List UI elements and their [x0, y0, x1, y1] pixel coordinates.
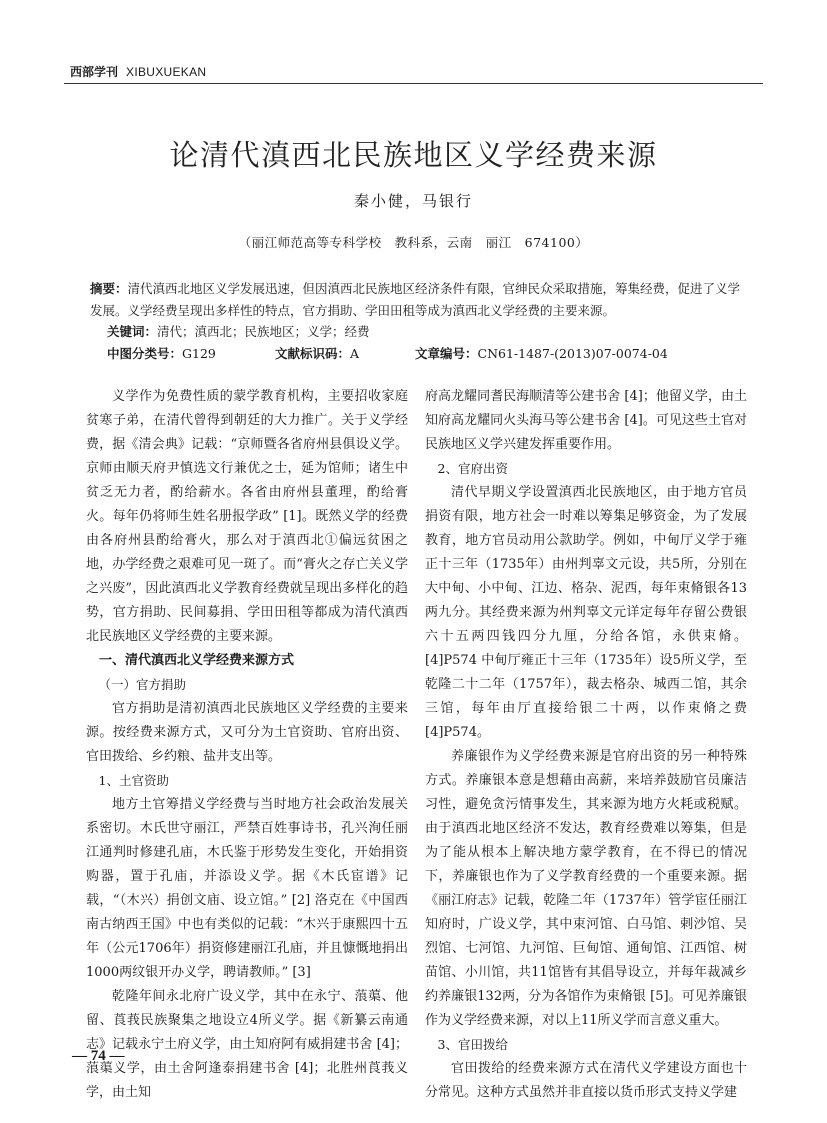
affiliation: （丽江师范高等专科学校 教科系，云南 丽江 674100）: [238, 235, 589, 250]
article-title: 论清代滇西北民族地区义学经费来源: [169, 138, 658, 172]
paragraph: 清代早期义学设置滇西北民族地区，由于地方官员捐资有限，地方社会一时难以筹集足够资金，为了发展教育，地方官员动用公款助学。例如，中甸厅义学于雍正十三年（1735年）由州判辜文元设，共5所，分别在大中甸、小中甸、江边、格杂、泥西，每年束脩银各13两九分。其经费来源为州判辜文元详定每年存留公费银六十五两四钱四分九厘，分给各馆，永供束脩。[4]P574 中甸厅雍正十三年（1735年）设5所义学，至乾隆二十二年（1757年），裁去格杂、城西二馆，其余三馆，每年由厅直接给银二十两，以作束脩之费 [4]P574。: [425, 485, 747, 740]
document-code: [275, 344, 359, 362]
section-heading: 一、清代滇西北义学经费来源方式: [99, 653, 295, 668]
doc-value: A: [350, 346, 360, 361]
keywords-text: 清代；滇西北；民族地区；义学；经费: [157, 324, 370, 339]
keywords-label: 关键词：: [107, 324, 158, 339]
clc-label: 中图分类号：: [107, 346, 183, 361]
abstract: [90, 278, 750, 322]
art-value: CN61-1487-(2013)07-0074-04: [477, 346, 668, 361]
paragraph: 府高龙耀同耆民海顺清等公建书舍 [4]；他留义学，由土知府高龙耀同火头海马等公建书舍 [4]。可见这些土官对民族地区义学兴建发挥重要作用。: [425, 389, 747, 452]
header-rule: [64, 83, 763, 84]
paragraph: 官田拨给的经费来源方式在清代义学建设方面也十分常见。这种方式虽然并非直接以货币形式支持义学建: [425, 1061, 747, 1100]
clc-number: [107, 344, 216, 362]
paragraph: 养廉银作为义学经费来源是官府出资的另一种特殊方式。养廉银本意是想藉由高薪，来培养鼓励官员廉洁习性，避免贪污情事发生，其来源为地方火耗或税赋。由于滇西北地区经济不发达，教育经费难以筹集，但是为了能从根本上解决地方蒙学教育，在不得已的情况下，养廉银也作为了义学教育经费的一个重要来源。据《丽江府志》记载，乾隆二年（1737年）管学宦任丽江知府时，广设义学，其中束河馆、白马馆、剌沙馆、吴烈馆、七河馆、九河馆、巨甸馆、通甸馆、江西馆、树苗馆、小川馆，共11馆皆有其倡导设立，并每年裁减乡约养廉银132两，分为各馆作为束脩银 [5]。可见养廉银作为义学经费来源，对以上11所义学而言意义重大。: [425, 749, 747, 1028]
body-column-left: [86, 385, 408, 1105]
keywords: [107, 322, 370, 340]
paragraph: 义学作为免费性质的蒙学教育机构，主要招收家庭贫寒子弟，在清代曾得到朝廷的大力推广。关于义学经费，据《清会典》记载：“京师暨各省府州县俱设义学。京师由顺天府尹慎选文行兼优之士，延为馆师；诸生中贫乏无力者，酌给薪水。各省由府州县董理，酌给膏火。每年仍将师生姓名册报学政” [1]。既然义学的经费由各府州县酌给膏火，那么对于滇西北①偏远贫困之地，办学经费之艰难可见一斑了。而“膏火之存亡关义学之兴废”，因此滇西北义学教育经费就呈现出多样化的趋势，官方捐助、民间募捐、学田田租等都成为清代滇西北民族地区义学经费的主要来源。: [86, 389, 408, 644]
section-heading: 1、土官资助: [98, 773, 169, 788]
authors: 秦小健，马银行: [353, 192, 473, 210]
page-number: — 74 —: [72, 1048, 125, 1064]
paragraph: 地方土官筹措义学经费与当时地方社会政治发展关系密切。木氏世守丽江，严禁百姓事诗书，孔兴洵任丽江通判时修建孔庙，木氏鉴于形势发生变化，开始捐资购器，置于孔庙，并添设义学。据《木氏宦谱》记载，“（木兴）捐创文庙、设立馆。” [2] 洛克在《中国西南古纳西王国》中也有类似的记载：“木兴于康熙四十五年（公元1706年）捐资修建丽江孔庙，并且慷慨地捐出1000两纹银开办义学，聘请教师。” [3]: [86, 797, 408, 980]
journal-name-cn: 西部学刊: [70, 65, 119, 79]
body-column-right: [425, 385, 747, 1105]
art-label: 文章编号：: [415, 346, 478, 361]
journal-name-en: XIBUXUEKAN: [126, 65, 207, 79]
abstract-label: 摘要：: [90, 281, 128, 296]
paragraph: 乾隆年间永北府广设义学，其中在永宁、蒗蕖、他留、莨莪民族聚集之地设立4所义学。据《新纂云南通志》记载永宁土府义学，由土知府阿有威捐建书舍 [4]；蒗蕖义学，由土舍阿逢泰捐建书舍 [4]；北胜州莨莪义学，由土知: [86, 989, 408, 1100]
running-header: [70, 63, 206, 80]
section-heading: 2、官府出资: [437, 461, 508, 476]
doc-label: 文献标识码：: [275, 346, 351, 361]
section-heading: 3、官田拨给: [437, 1037, 508, 1052]
abstract-text: 清代滇西北地区义学发展迅速，但因滇西北民族地区经济条件有限，官绅民众采取措施，筹集经费，促进了义学发展。义学经费呈现出多样性的特点，官方捐助、学田田租等成为滇西北义学经费的主要来源。: [90, 281, 741, 318]
article-number: [415, 344, 668, 362]
section-heading: （一）官方捐助: [98, 677, 187, 692]
paragraph: 官方捐助是清初滇西北民族地区义学经费的主要来源。按经费来源方式，又可分为土官资助、官府出资、官田拨给、乡约粮、盐井支出等。: [86, 701, 408, 764]
clc-value: G129: [182, 346, 216, 361]
